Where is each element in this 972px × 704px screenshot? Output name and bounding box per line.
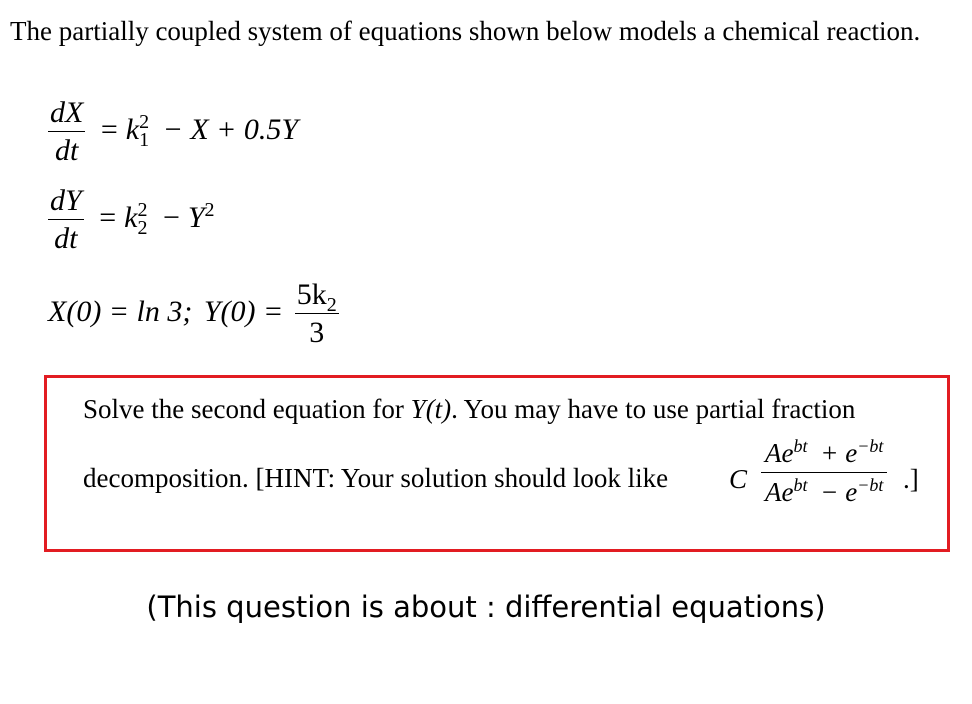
fraction-numerator-coef: 5k bbox=[296, 278, 327, 311]
equation-dx-dt bbox=[48, 96, 298, 168]
k-exponent: 2 bbox=[139, 110, 150, 133]
hint-den-exp-b: −bt bbox=[857, 475, 884, 495]
hint-num-exp-b: −bt bbox=[857, 436, 884, 456]
hint-den-exp-a: bt bbox=[793, 475, 808, 495]
fraction-denominator: dt bbox=[54, 222, 78, 255]
fraction-denominator: 3 bbox=[309, 316, 325, 349]
fraction-numerator: dY bbox=[48, 184, 84, 220]
topic-caption: (This question is about : differential equations) bbox=[146, 590, 826, 624]
equals-sign: = bbox=[99, 200, 117, 234]
hint-denominator bbox=[761, 473, 887, 509]
intro-text: The partially coupled system of equations shown below models a chemical reaction. bbox=[10, 16, 921, 46]
solve-variable: Y(t) bbox=[410, 394, 452, 424]
equation-dy-dt bbox=[48, 184, 215, 256]
initial-conditions bbox=[48, 278, 339, 350]
problem-line-1-end: . You may have to use partial fraction bbox=[451, 394, 856, 424]
k-subscript: 2 bbox=[137, 216, 148, 239]
k-subscript: 1 bbox=[139, 128, 150, 151]
k-symbol: k bbox=[125, 112, 140, 146]
fraction-numerator: dX bbox=[48, 96, 85, 132]
fraction-dx-dt bbox=[48, 96, 85, 168]
hint-numerator bbox=[761, 436, 887, 473]
hint-num-term-a: Ae bbox=[765, 438, 794, 468]
y-symbol: Y bbox=[187, 200, 205, 234]
fraction-denominator: dt bbox=[54, 134, 79, 167]
hint-end: .] bbox=[903, 464, 919, 494]
problem-line-1-start: Solve the second equation for bbox=[83, 394, 411, 424]
k-symbol: k bbox=[124, 200, 138, 234]
hint-num-term-b: + e bbox=[820, 438, 858, 468]
k-exponent: 2 bbox=[137, 198, 148, 221]
equation-rest: − X + 0.5Y bbox=[162, 112, 299, 146]
hint-den-term-a: Ae bbox=[765, 477, 794, 507]
problem-box bbox=[44, 375, 950, 552]
hint-constant: C bbox=[729, 464, 748, 494]
minus-sign: − bbox=[162, 200, 180, 234]
fraction-dy-dt bbox=[48, 184, 84, 256]
hint-fraction bbox=[761, 436, 887, 509]
problem-line-2: decomposition. [HINT: Your solution should look like bbox=[83, 463, 669, 493]
fraction-numerator-sub: 2 bbox=[326, 294, 337, 316]
hint-den-term-b: − e bbox=[820, 477, 858, 507]
problem-line-1 bbox=[83, 394, 855, 425]
equals-sign: = bbox=[100, 112, 118, 146]
y-exponent: 2 bbox=[204, 198, 215, 221]
fraction-5k2-over-3 bbox=[295, 278, 339, 350]
y-initial-condition: Y(0) = bbox=[203, 294, 284, 328]
hint-fraction-body bbox=[761, 436, 887, 509]
hint-num-exp-a: bt bbox=[793, 436, 808, 456]
x-initial-condition: X(0) = ln 3; bbox=[48, 294, 193, 328]
